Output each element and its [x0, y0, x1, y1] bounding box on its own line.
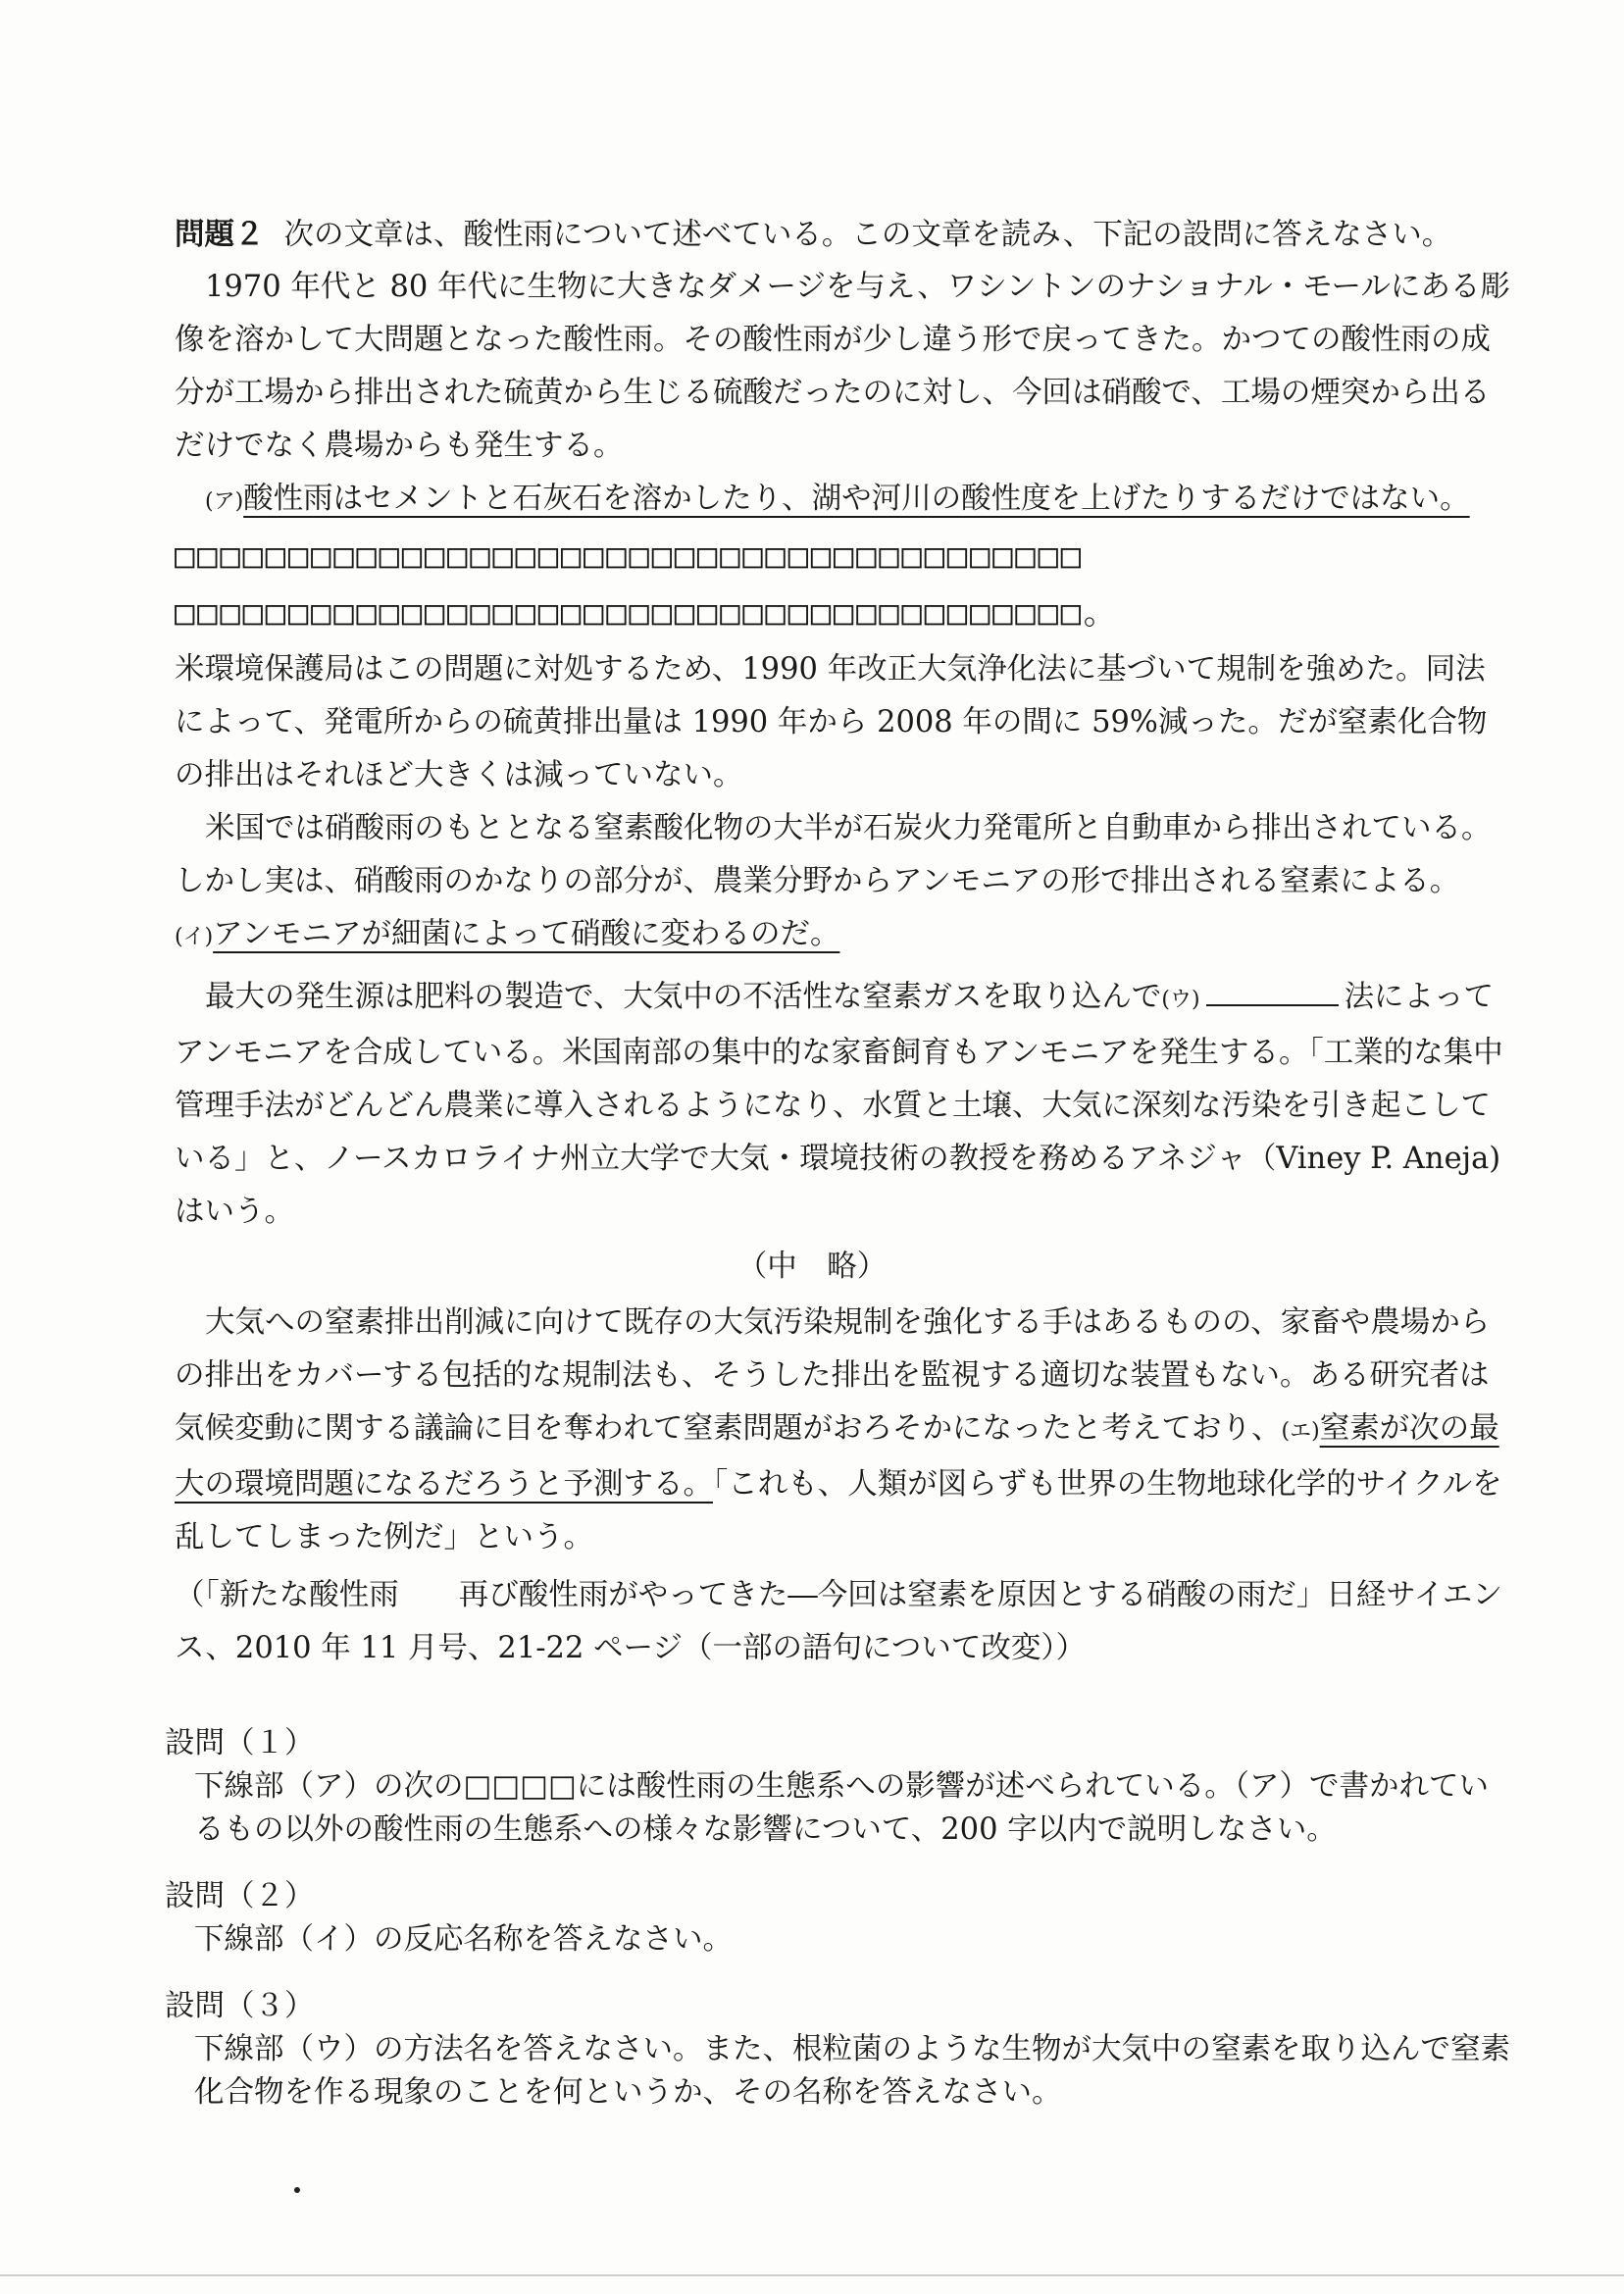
- question-3-text: 下線部（ウ）の方法名を答えなさい。また、根粒菌のような生物が大気中の窒素を取り込んで窒素化合物を作る現象のことを何というか、その名称を答えなさい。: [194, 2032, 1510, 2110]
- paragraph-4-before: 最大の発生源は肥料の製造で、大気中の不活性な窒素ガスを取り込んで: [205, 980, 1162, 1014]
- mark-i: (イ): [175, 925, 214, 949]
- paragraph-2: 米環境保護局はこの問題に対処するため、1990 年改正大気浄化法に基づいて規制を強めた。同法によって、発電所からの硫黄排出量は 1990 年から 2008 年の間に 59%減った。だが窒素化合物の排出はそれほど大きくは減っていない。: [175, 652, 1488, 792]
- question-2: [165, 1875, 1518, 1962]
- underlined-text-a: 酸性雨はセメントと石灰石を溶かしたり、湖や河川の酸性度を上げたりするだけではない。: [243, 482, 1470, 516]
- question-2-label: 設問（２）: [165, 1879, 315, 1913]
- citation: （「新たな酸性雨 再び酸性雨がやってきた―今回は窒素を原因とする硝酸の雨だ」日経サイエンス、2010 年 11 月号、21-22 ページ（一部の語句について改変））: [175, 1578, 1502, 1665]
- mark-e: (エ): [1281, 1419, 1320, 1444]
- question-3-label: 設問（３）: [165, 1989, 315, 2023]
- omission-marker: （中 略）: [736, 1249, 888, 1284]
- answer-blank-u: [1206, 979, 1339, 1006]
- blank-box-line-2: □□□□□□□□□□□□□□□□□□□□□□□□□□□□□□□□□□□□□□□□。: [175, 593, 1120, 633]
- underline-i-line: [175, 908, 1510, 964]
- paragraph-4-after: 法によってアンモニアを合成している。米国南部の集中的な家畜飼育もアンモニアを発生する。「工業的な集中管理手法がどんどん農業に導入されるようになり、水質と土壌、大気に深刻な汚染を引き起こしている」と、ノースカロライナ州立大学で大気・環境技術の教授を務めるアネジャ（Viney P. Aneja)はいう。: [175, 980, 1503, 1229]
- question-1-label: 設問（１）: [165, 1726, 315, 1760]
- question-2-text: 下線部（イ）の反応名称を答えなさい。: [194, 1922, 733, 1957]
- question-1: [165, 1722, 1518, 1852]
- mark-u: (ウ): [1161, 988, 1200, 1012]
- scan-edge-line: [0, 2274, 1624, 2276]
- paragraph-5: [175, 1297, 1510, 1564]
- underline-a-line: [175, 473, 1510, 529]
- problem-instruction: 次の文章は、酸性雨について述べている。この文章を読み、下記の設問に答えなさい。: [283, 218, 1452, 252]
- scan-speck: [294, 2187, 300, 2193]
- blank-box-line-1: □□□□□□□□□□□□□□□□□□□□□□□□□□□□□□□□□□□□□□□□: [175, 536, 1084, 576]
- question-3: [165, 1985, 1518, 2115]
- paragraph-3: 米国では硝酸雨のもととなる窒素酸化物の大半が石炭火力発電所と自動車から排出されている。しかし実は、硝酸雨のかなりの部分が、農業分野からアンモニアの形で排出される窒素による。: [175, 811, 1492, 898]
- mark-a: (ア): [205, 489, 244, 514]
- problem-heading: [175, 208, 1510, 262]
- paragraph-1: 1970 年代と 80 年代に生物に大きなダメージを与え、ワシントンのナショナル・モールにある彫像を溶かして大問題となった酸性雨。その酸性雨が少し違う形で戻ってきた。かつての酸性雨の成分が工場から排出された硫黄から生じる硫酸だったのに対し、今回は硝酸で、工場の煙突から出るだけでなく農場からも発生する。: [175, 270, 1510, 463]
- problem-label: 問題２: [175, 217, 265, 252]
- underlined-text-i: アンモニアが細菌によって硝酸に変わるのだ。: [213, 917, 840, 951]
- underlined-text-e: 窒素が次の最大の環境問題になるだろうと予測する。: [175, 1411, 1499, 1502]
- paragraph-5-before: 大気への窒素排出削減に向けて既存の大気汚染規制を強化する手はあるものの、家畜や農場からの排出をカバーする包括的な規制法も、そうした排出を監視する適切な装置もない。ある研究者は気候変動に関する議論に目を奪われて窒素問題がおろそかになったと考えており、: [175, 1305, 1491, 1446]
- paragraph-4: [175, 971, 1510, 1239]
- paragraph-5-after: 「これも、人類が図らずも世界の生物地球化学的サイクルを乱してしまった例だ」という。: [175, 1467, 1502, 1555]
- question-1-text: 下線部（ア）の次の□□□□には酸性雨の生態系への影響が述べられている。（ア）で書かれているもの以外の酸性雨の生態系への様々な影響について、200 字以内で説明しなさい。: [194, 1769, 1490, 1847]
